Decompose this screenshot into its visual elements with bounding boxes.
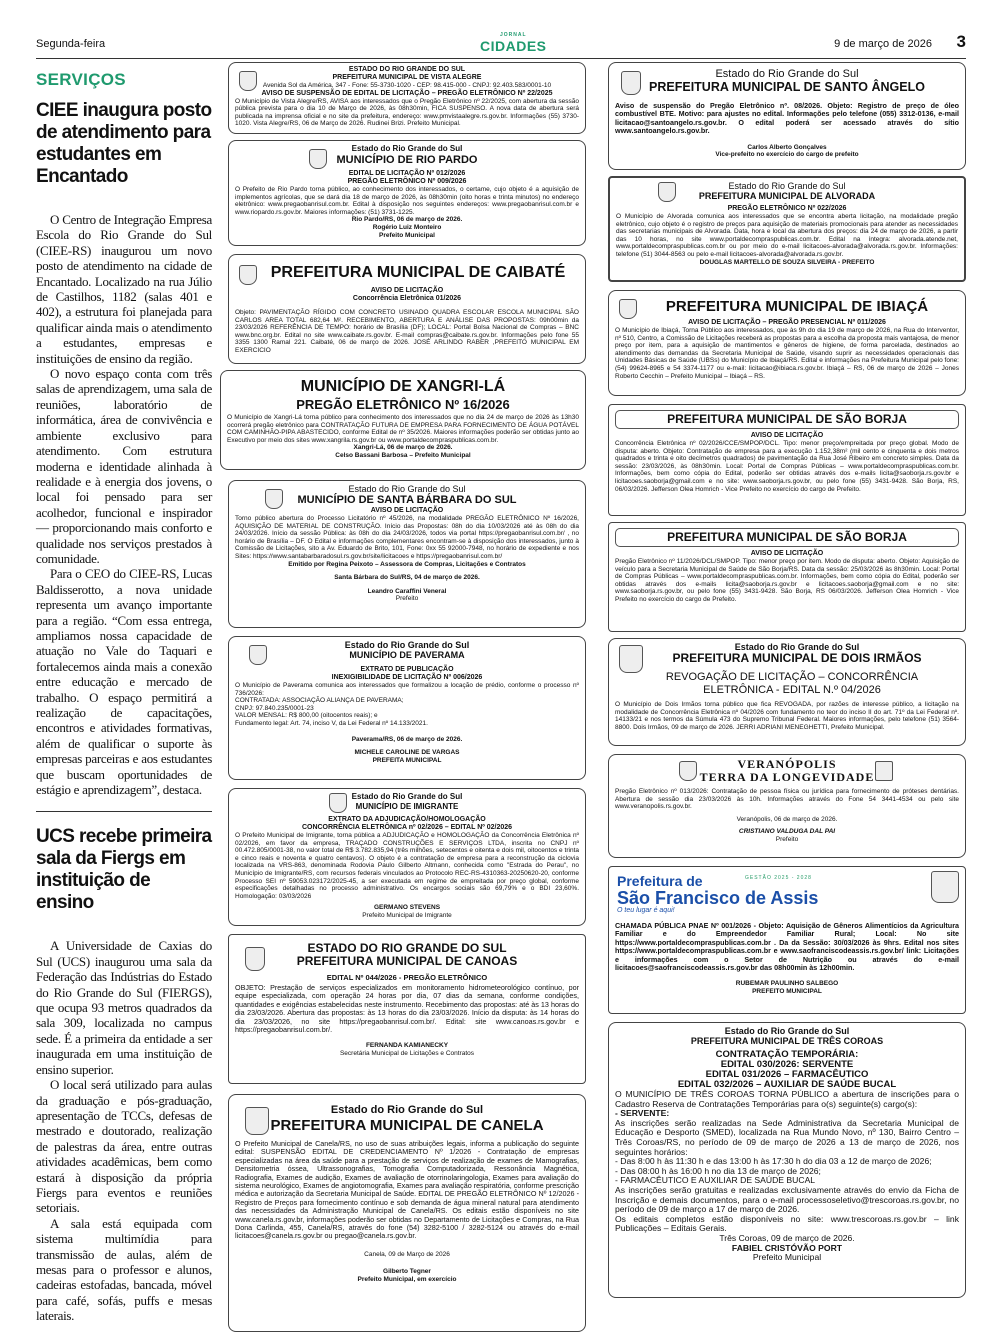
notice-header: ESTADO DO RIO GRANDE DO SUL	[348, 66, 466, 73]
notice-sign-name: FERNANDA KAMIANECKY	[365, 1042, 449, 1050]
notice-veranopolis	[608, 754, 966, 858]
notice-header: Estado do Rio Grande do Sul	[344, 640, 470, 650]
notice-heading-1: CONTRATAÇÃO TEMPORÁRIA:	[715, 1049, 859, 1060]
section-kicker: SERVIÇOS	[36, 70, 126, 89]
notice-address: Avenida Sol da América, 347 - Fone: 55-3730-1020 - CEP: 98.415-000 - CNPJ: 92.403.583/0001-10	[262, 82, 552, 89]
section-name: CIDADES	[480, 38, 547, 54]
notice-title: PREFEITURA MUNICIPAL DE CANOAS	[296, 954, 518, 968]
notice-body: Pregão Eletrônico nº 013/2026: Contratação de pessoa física ou jurídica para fornecimento de próteses dentárias. Abertura de sessão dia 23/03/2026 às 10h. Informações através do Fone 54 3441-4534 ou pelo site www.veranopolis.rs.gov.br.	[615, 788, 959, 811]
notice-sign-name: Carlos Alberto Gonçalves	[747, 143, 827, 151]
notice-santo-angelo	[608, 62, 966, 170]
notice-subtitle: AVISO DE LICITAÇÃO	[370, 287, 444, 294]
notice-sign-name: GERMANO STEVENS	[373, 904, 441, 912]
flag-icon	[875, 761, 893, 781]
notice-header: Estado do Rio Grande do Sul	[724, 1026, 850, 1036]
notice-subtitle: REVOGAÇÃO DE LICITAÇÃO – CONCORRÊNCIA ELETRÔNICA - EDITAL N.º 04/2026	[665, 671, 919, 696]
notice-sign-date: Canela, 09 de Março de 2026	[364, 1250, 450, 1258]
notice-title: MUNICÍPIO DE XANGRI-LÁ	[300, 378, 506, 395]
crest-icon	[239, 71, 257, 91]
notice-sign-date: Rio Pardo/RS, 06 de março de 2026.	[351, 216, 463, 224]
crest-icon	[265, 489, 283, 509]
notice-body: Aviso de suspensão do Pregão Eletrônico nº. 08/2026. Objeto: Registro de preço de óleo combustível BTE. Motivo: para ajustes no edital. Informações pelo telefone (055) 3312-0136, e-mail licitacao@santoangelo.rs.gov.br. O edital poderá ser acessado através do sítio www.santoangelo.rs.gov.br.	[615, 101, 959, 136]
header-day: Segunda-feira	[36, 38, 106, 50]
notice-heading-3: EDITAL 031/2026 – FARMACÊUTICO	[705, 1069, 869, 1080]
notice-subtitle: AVISO DE LICITAÇÃO	[750, 432, 824, 439]
notice-imigrante	[228, 788, 586, 926]
notice-body: O Município de Ibiaçá, Torna Público aos interessados, que às 9h do dia 19 de março de 2026, na Rua do Interventor, nº 510, Centro, a Comissão de Licitações receberá as propostas para a escolha da proposta mais vantajosa, de menor preço por item, para a aquisição de mantimentos e gêneros de higiene, de forma parcelada, destinados ao atendimento das demandas da Secretaria Municipal de Saúde, visando suprir as necessidades operacionais das Unidades Básicas de Saúde (UBSs) do Município de Ibiaçá/RS. Edital e informações na Prefeitura Municipal pelo fone: (54) 99624-8965 e 54 3374-1177 ou e-mail: licitacao@ibiaca.rs.gov.br. Ibiaçá – RS, 06 de março de 2026 – Jones Roberto Cecchin – Prefeito Municipal – Ibiaçá – RS.	[615, 327, 959, 380]
notice-header: Estado do Rio Grande do Sul	[728, 181, 846, 191]
notice-subtitle: PREGÃO ELETRÔNICO Nº 16/2026	[296, 397, 510, 412]
notice-sign-name: Rogério Luiz Monteiro	[372, 223, 442, 231]
crest-icon	[621, 71, 641, 95]
notice-subtitle-2: INEXIGIBILIDADE DE LICITAÇÃO Nº 006/2026	[331, 674, 483, 681]
logo-gestao: GESTÃO 2025 - 2028	[745, 875, 812, 881]
notice-sign-name: Celso Bassani Barbosa – Prefeito Municipal	[335, 451, 471, 459]
notice-title: PREFEITURA MUNICIPAL DE TRÊS COROAS	[690, 1036, 884, 1046]
article1-p3: Para o CEO do CIEE-RS, Lucas Baldisserotto, a nova unidade representa um avanço importante para a região. “Com essa entrega, ampliamos nossa capacidade de atuação no Vale do Taquari e fortalecemos ainda mais a conexão entre educação e mercado de trabalho. O espaço permitirá a realização de capacitações, encontros e atividades formativas, além de qualificar o suporte às empresas parceiras e aos estudantes que buscam oportunidades de estágio e aprendizagem”, destaca.	[36, 566, 212, 798]
notice-body: Concorrência Eletrônica nº 02/2026/CCE/SMPOP/DCL. Tipo: menor preço/empreitada por preço global. Modo de disputa: aberto. Objeto: Contratação de empresa para a execução 1.152,38m² (mil cento e cinquenta e dois metros quadrados e trinta e oito decímetros quadrados) de pavimentação da Rua José Ribeiro em concreto simples. Data da sessão: 23/03/2026, às 08h30min. Local: Portal de Compras Públicas – www.portaldecompraspublicas.com.br. Informações, bem como cópia do Edital, poderão ser obtidas através dos e-mails licita@saoborja.rs.gov.br e licitacoes.saoborja@gmail.com e no site: www.saoborja.rs.gov.br, ou pelo fone (55) 3431-9428. São Borja, RS, 06/03/2026. Jefferson Olea Homrich - Vice Prefeito no exercício do cargo de Prefeito.	[615, 440, 959, 493]
notice-sign-role: PREFEITO MUNICIPAL	[752, 988, 822, 996]
notice-body: Pregão Eletrônico nº 11/2026/DCL/SMPOP. Tipo: menor preço por item. Modo de disputa: aberto. Objeto: Aquisição de veículo para a Secretaria Municipal de Saúde de São Borja/RS. Data da sessão: 25/03/2026 às 8h30min. Local: Portal de Compras Públicas – www.portaldecompraspublicas.com.br. Informações, bem como cópia do Edital, poderão ser obtidas através dos e-mails licita@saoborja.rs.gov.br e licitacoes.saoborja@gmail.com e no site: www.saoborja.rs.gov.br, ou pelo fone (55) 3431-9428. São Borja, RS 06/03/2026. Jefferson Olea Homrich - Vice Prefeito no exercício do cargo de Prefeito.	[615, 558, 959, 603]
notice-body: O Município de Alvorada comunica aos interessados que se encontra aberta licitação, na modalidade pregão eletrônico, cujo objeto é o registro de preços para aquisição de materiais promocionais para atender as necessidades das secretarias municipais de Alvorada. Data, hora e local da abertura dos preços: dia 24 de março de 2026, a partir das 10 horas, no site www.portaldecompraspublicas.com.br. Edital na íntegra: alvorada.atende.net, www.portaldecompraspublicas.com.br ou por meio do e-mail licitacoes-alvorada@alvorada.rs.gov.br. Informações: telefone (51) 3044-8563 ou pelo e-mail licitacoes-alvorada@alvorada.rs.gov.br.	[616, 213, 958, 258]
notice-title: PREFEITURA MUNICIPAL DE CANELA	[270, 1117, 544, 1134]
article2-p3: A sala está equipada com sistema multimídia para transmissão de aulas, além de mesas para o professor e alunos, cadeiras estofadas, bancada, móvel para café, sofás, puffs e mesas laterais.	[36, 1215, 212, 1324]
notice-heading-4: EDITAL 032/2026 – AUXILIAR DE SAÚDE BUCAL	[677, 1079, 897, 1090]
crest-icon	[245, 1107, 269, 1135]
notice-sao-borja-2	[608, 522, 966, 632]
section-small: JORNAL	[499, 32, 527, 38]
logo-slogan: O teu lugar é aqui!	[617, 907, 675, 914]
notice-title: PREFEITURA MUNICIPAL DE ALVORADA	[698, 191, 876, 201]
notice-sign-role: Prefeito Municipal, em exercício	[357, 1276, 457, 1284]
notice-title: MUNICÍPIO DE RIO PARDO	[336, 154, 478, 166]
crest-icon	[931, 871, 959, 903]
divider	[36, 811, 212, 812]
notice-sign-name: CRISTIANO VALDUGA DAL PAI	[738, 828, 836, 836]
notice-contractor: CONTRATADA: ASSOCIAÇÃO ALIANÇA DE PAVERAMA;	[235, 697, 404, 705]
article2-body	[36, 938, 212, 1323]
notice-sign-role: Prefeito	[775, 835, 799, 843]
notice-sign-name: FABIEL CRISTÓVÃO PORT	[731, 1242, 843, 1253]
notice-sign-date: Três Coroas, 09 de março de 2026.	[719, 1232, 855, 1243]
notice-subtitle: EXTRATO DA ADJUDICAÇÃO/HOMOLOGAÇÃO	[328, 816, 486, 823]
notice-body-6: - FARMACÊUTICO E AUXILIAR DE SAÚDE BUCAL	[615, 1175, 816, 1186]
crest-icon	[309, 149, 327, 169]
notice-body: O Município de Vista Alegre/RS, AVISA aos interessados que o Pregão Eletrônico nº 22/2025, com abertura da sessão pública prevista para o dia 10 de Março de 2026, às 08h30min, FICA SUSPENSO. A nova data de abertura será publicada na imprensa oficial e no site da prefeitura, endereço: www.pmvistaalegre.rs.gov.br. Informações (55) 3730-1020. Vista Alegre/RS, 06 de Março de 2026. Rudinei Brizi. Prefeito Municipal.	[235, 97, 579, 128]
notice-subtitle-2: CONCORRÊNCIA ELETRÔNICA nº 02/2026 – EDITAL Nº 02/2026	[301, 824, 513, 831]
page-header	[36, 34, 966, 59]
notice-body-3: As inscrições serão realizadas na Sede Administrativa da Secretaria Municipal de Educação e Desporto (SMED), localizada na Rua Mundo Novo, nº 130, Bairro Centro – Três Coroas/RS, no período de 09 de março de 2026 a 13 de março de 2026, nos seguintes horários:	[615, 1117, 959, 1157]
logo-line1: Prefeitura de	[617, 873, 703, 889]
notice-sign-role: Prefeito Municipal	[379, 231, 435, 239]
crest-icon	[245, 947, 265, 971]
notice-subtitle: AVISO DE LICITAÇÃO	[370, 507, 444, 514]
notice-subtitle: EXTRATO DE PUBLICAÇÃO	[360, 666, 454, 673]
article2-title: UCS recebe primeira sala da Fiergs em instituição de ensino	[36, 826, 212, 914]
notice-sign-role: Prefeito	[395, 595, 419, 603]
notice-body-4: - Das 8:00 h às 11:30 h e das 13:00 h às 17:30 h do dia 03 a 12 de março de 2026;	[615, 1156, 932, 1167]
notice-sao-borja-1	[608, 404, 966, 516]
notice-body-1: O MUNICÍPIO DE TRÊS COROAS TORNA PÚBLICO a abertura de inscrições para o Cadastro Reserva de Contratações Temporárias para o(s) seguinte(s) cargo(s):	[615, 1089, 959, 1109]
notice-dois-irmaos	[608, 638, 966, 746]
notice-subtitle: AVISO DE SUSPENSÃO DE EDITAL DE LICITAÇÃO – PREGÃO ELETRÔNICO Nº 22/2025	[261, 89, 553, 97]
notice-body: O Município de Paverama comunica aos interessados que formalizou a locação de prédio, conforme o processo nº 736/2026:	[235, 682, 579, 697]
notice-body-8: Os editais completos estão disponíveis no site: www.trescoroas.rs.gov.br – link Publicações – Editais Gerais.	[615, 1213, 959, 1234]
notice-sign-date: Veranópolis, 06 de março de 2026.	[736, 815, 838, 823]
notice-subtitle-2: Concorrência Eletrônica 01/2026	[352, 295, 462, 302]
notice-title: PREFEITURA MUNICIPAL DE SÃO BORJA	[667, 412, 907, 426]
notice-body: O Prefeito Municipal de Canela/RS, no uso de suas atribuições legais, informa a publicação do seguinte edital: SUSPENSÃO EDITAL DE CREDENCIAMENTO Nº 1/2026 - Contratação de empresas especializadas na área da saúde para a prestação de serviços de realização de exames de Mamografias, Densitometria óssea, Ultrassonografias, Tomografia Computadorizada, Ressonância Magnética, Radiografia, Exames de audição, Exames de avaliação de otorrinolaringologia, Exames para avaliação do sistema neurológico, Exames de angiotomografia, Exames para avaliação respiratória, conforme prescrição médica e autorização da Secretaria Municipal de Saúde. EDITAL DE PREGÃO ELETRÔNICO Nº 12/2026 - Registro de Preços para fornecimento contínuo e sob demanda de água mineral natural para atendimento das necessidades da Administração Municipal de Canela/RS. Os editais estão disponíveis no site www.canela.rs.gov.br, informações poderão ser obtidas no Departamento de Licitações e Compras, na Rua Dona Carlinda, 455, Canela/RS, através do fone (54) 3282-5100 / 3282-5124 ou através do e-mail licitacoes@canela.rs.gov.br ou pregao@canela.rs.gov.br.	[235, 1139, 579, 1241]
notice-title: MUNICÍPIO DE IMIGRANTE	[355, 802, 459, 811]
notice-header: Estado do Rio Grande do Sul	[348, 484, 466, 494]
notice-sign-name: Gilberto Tegner	[383, 1268, 431, 1276]
notice-sign-role: PREFEITA MUNICIPAL	[372, 756, 442, 764]
notice-tres-coroas	[608, 1022, 966, 1298]
notice-sign-name: RUBEMAR PAULINHO SALBEGO	[735, 980, 839, 988]
notice-title-box	[615, 528, 959, 547]
notice-canela	[228, 1094, 586, 1332]
notice-subtitle: AVISO DE LICITAÇÃO – PREGÃO PRESENCIAL Nº 011/2026	[688, 319, 886, 326]
notice-sign-date: Xangri-Lá, 06 de março de 2026.	[353, 444, 453, 452]
article2-p1: A Universidade de Caxias do Sul (UCS) inaugurou uma sala da Federação das Indústrias do Estado do Rio Grande do Sul (FIERGS), que ocupa 93 metros quadrados da sala 309, localizada no campus sede. É a primeira da entidade a ser inaugurada em uma instituição de ensino superior.	[36, 938, 212, 1077]
notice-title: VERANÓPOLIS	[737, 757, 837, 771]
article1-title: CIEE inaugura posto de atendimento para estudantes em Encantado	[36, 100, 212, 187]
notice-heading-2: EDITAL 030/2026: SERVENTE	[720, 1059, 854, 1070]
notice-xangri-la	[220, 370, 586, 470]
notice-title-box	[615, 410, 959, 429]
notice-ibiaca	[608, 290, 966, 396]
page-number: 3	[956, 32, 966, 51]
notice-sign-name: MICHELE CAROLINE DE VARGAS	[354, 749, 460, 757]
notice-body-5: - Das 08:00 h às 16:00 h no dia 13 de março de 2026;	[615, 1165, 821, 1176]
notice-santa-barbara	[228, 480, 586, 628]
notice-title: PREFEITURA MUNICIPAL DE CAIBATÉ	[270, 264, 566, 281]
notice-canoas	[228, 934, 586, 1084]
notice-title: PREFEITURA MUNICIPAL DE SANTO ÂNGELO	[649, 80, 925, 94]
notice-legal: Fundamento legal: Art. 74, inciso V, da Lei Federal nº 14.133/2021.	[235, 719, 428, 727]
notice-sign-role: Secretária Municipal de Licitações e Contratos	[339, 1050, 475, 1058]
notice-body: CHAMADA PÚBLICA PNAE Nº 001/2026 - Objeto: Aquisição de Gêneros Alimentícios da Agricultura Familiar e do Empreendedor Familiar Rural; Local: No site https://www.portaldecompraspublicas.com.br . Da da Sessão: 30/03/2026 às 9hrs. Edital nos sites https://www.portaldecompraspublicas.com.br e www.saofranciscodeassis.rs.gov.br/ link: Licitações e informações com o Setor de Nutrição ou através do e-mail licitacoes@saofranciscodeassis.rs.gov.br das 08h00min às 12h00min.	[615, 921, 959, 973]
left-column	[36, 70, 212, 1324]
crest-icon	[329, 793, 347, 813]
notice-title: PREFEITURA MUNICIPAL DE IBIAÇÁ	[665, 298, 929, 315]
notice-subtitle: TERRA DA LONGEVIDADE	[699, 770, 875, 784]
notice-body: O Município de Xangri-Lá torna público para conhecimento dos interessados que no dia 24 de março de 2026 às 13h30 ocorrerá pregão eletrônico para CONTRATAÇÃO FUTURA DE EMPRESA PARA FORNECIMENTO DE ÁGUA POTÁVEL COM CAMINHÃO-PIPA ABASTECIDO, conforme Edital de nº 35/2026. Maiores informações poderão ser obtidas junto ao Executivo por meio dos sites www.xangrila.rs.gov.br ou www.portaldecompraspublicas.com.br.	[227, 414, 579, 444]
crest-icon	[249, 645, 267, 665]
notice-subtitle-2: PREGÃO ELETRÔNICO Nº 009/2026	[347, 178, 467, 185]
notice-caibate	[228, 254, 586, 364]
notice-header: Estado do Rio Grande do Sul	[351, 144, 463, 153]
notice-header: ESTADO DO RIO GRANDE DO SUL	[307, 941, 507, 955]
notice-subtitle: PREGÃO ELETRÔNICO Nº 022/2026	[727, 205, 847, 212]
notice-subtitle: AVISO DE LICITAÇÃO	[750, 550, 824, 557]
notice-header: Estado do Rio Grande do Sul	[351, 792, 463, 801]
notice-body: O Prefeito Municipal de Imigrante, torna pública a ADJUDICAÇÃO e HOMOLOGAÇÃO da Concorrência Eletrônica nº 02/2026, em favor da empresa, TRAÇADO CONSTRUÇÕES E SERVIÇOS LTDA, inscrita no CNPJ nº 00.472.805/0001-38, no valor total de R$ 3.782.835,94 (três milhões, setecentos e oitenta e dois mil, oitocentos e trinta e cinco reais e noventa e quatro centavos). O objeto é a contratação de empresa para a reconstrução da ciclovia localizada na VRS-863, denominada Rodovia Paulo Gilberto Altmann, conhecida como "Estrada do Perau", no Município de Imigrante/RS, com recursos federais vinculados ao Protocolo REC-RS-4310363-20250620-20, conforme Processo SEI nº 59053.023172/2025-45, a ser executada em regime de empreitada por preço global, conforme especificações detalhadas no processo administrativo. Os encargos sociais são 69,79% e o BDI 23,60%. Homologação: 03/03/2026	[235, 832, 579, 900]
notice-body: O Município de Dois Irmãos torna público que fica REVOGADA, por razões de interesse público, a licitação na modalidade de Concorrência Eletrônica nº 04/2026 com fundamento no teor do inciso II do art. 71º da Lei Federal nº. 14133/21 e nos termos da Súmula 473 do Supremo Tribunal Federal. Maiores informações, pelo telefone (51) 3564-8800. Dois Irmãos, 09 de março de 2026. JERRI ADRIANI MENEGHETTI, Prefeito Municipal.	[615, 701, 959, 731]
article1-p1: O Centro de Integração Empresa Escola do Rio Grande do Sul (CIEE-RS) inaugurou um novo posto de atendimento na cidade de Encantado. Localizado na rua Júlio de Castilhos, 1182 (salas 401 e 402), a estrutura foi planejada para qualificar ainda mais o atendimento a estudantes, empresas e instituições de ensino da região.	[36, 212, 212, 366]
notice-body: O Prefeito de Rio Pardo torna público, ao conhecimento dos interessados, o certame, cujo objeto é a aquisição de implementos agrícolas, que se dará dia 18 de março de 2026, às 08h30min (oito horas e trinta minutos) no endereço eletrônico: www.pregaobanrisul.com.br. Edital à disposição nos seguintes endereços: www.pregaobanrisul.com.br e www.riopardo.rs.gov.br. Maiores informações: (51) 3731-1225.	[235, 186, 579, 216]
article1-p2: O novo espaço conta com três salas de aprendizagem, uma sala de reuniões, laboratório de informática, área de convivência e ambiente exclusivo para atendimento. Com estrutura moderna e identidade alinhada à realidade e à energia dos jovens, o local foi pensado para ser acolhedor, funcional e inspirador — proporcionando mais conforto e qualidade nos serviços prestados à comunidade.	[36, 366, 212, 566]
notice-title: MUNICÍPIO DE PAVERAMA	[349, 650, 465, 660]
crest-icon	[658, 182, 676, 202]
notice-sign-date: Paverama/RS, 06 de março de 2026.	[351, 735, 463, 743]
notice-title: PREFEITURA MUNICIPAL DE DOIS IRMÃOS	[672, 651, 922, 665]
notice-subtitle: EDITAL DE LICITAÇÃO Nº 012/2026	[348, 170, 466, 177]
notice-title: PREFEITURA MUNICIPAL DE VISTA ALEGRE	[332, 74, 482, 81]
notice-sign-name: Leandro Caraffini Veneral	[367, 587, 447, 595]
notice-alvorada	[608, 176, 966, 282]
crest-icon	[619, 645, 643, 673]
crest-icon	[679, 761, 697, 781]
notice-subtitle: EDITAL Nº 044/2026 - PREGÃO ELETRÔNICO	[326, 973, 488, 982]
notice-header: Estado do Rio Grande do Sul	[734, 642, 860, 652]
notice-body-2: - SERVENTE:	[615, 1108, 670, 1119]
notice-header: Estado do Rio Grande do Sul	[330, 1104, 484, 1116]
notice-issuer: Emitido por Regina Peixoto – Assessora de Compras, Licitações e Contratos	[288, 560, 526, 568]
header-date: 9 de março de 2026	[834, 38, 932, 50]
article1-body	[36, 212, 212, 797]
notice-sign-role: Prefeito Municipal de Imigrante	[362, 911, 452, 919]
sfa-logo	[617, 873, 827, 914]
notice-body: OBJETO: Prestação de serviços especializados em monitoramento hidrometeorológico contínuo, por equipe especializada, com operação 24 horas por dia, 07 dias da semana, conforme condições, quantidades e exigências estabelecidas neste instrumento. Recebimento das propostas: até às 13 horas do dia 23/03/2026. Abertura das propostas: às 13 horas do dia 23/03/2026. Início da disputa: às 14 horas do dia 23/03/2026, no site https://pregaobanrisul.com.br/. Edital: site www.canoas.rs.gov.br e https://pregaobanrisul.com.br/.	[235, 983, 579, 1035]
crest-icon	[239, 265, 257, 285]
notice-body: Torno público abertura do Processo Licitatório nº 45/2026, na modalidade PREGÃO ELETRÔNICO Nº 16/2026, AQUISIÇÃO DE MATERIAL DE CONSTRUÇÃO. Início das Propostas: 08h do dia 10/03/2026 até às 08h do dia 24/03/2026. Início da sessão Pública: às 08h do dia 24/03/2026, todos via portal https://pregaobanrisul.com.br/ , no horário de Brasília – DF. O Edital e informações complementares encontram-se à disposição dos interessados, junto à Comissão de Licitações, sito a Av. Eduardo de Brito, 101, Fone: 0xx 55 92000-7948, no horário de expediente e nos Sites: https://www.santabarbaradosul.rs.gov.br/site/licitacoes e https://pregaobanrisul.com.br/	[235, 515, 579, 560]
notice-header: Estado do Rio Grande do Sul	[715, 68, 859, 80]
notice-value: VALOR MENSAL: R$ 800,00 (oitocentos reais); e	[235, 712, 378, 720]
notice-cnpj: CNPJ: 97.840.235/0001-23	[235, 704, 314, 712]
logo-line2: São Francisco de Assis	[617, 888, 819, 908]
notice-sign-role: Prefeito Municipal	[752, 1252, 822, 1263]
article2-p2: O local será utilizado para aulas da graduação e pós-graduação, apresentação de TCCs, defesas de mestrado e doutorado, realização de palestras da área, entre outras atividades acadêmicas, bem como estará à disposição da própria Fiergs para eventos e reuniões setoriais.	[36, 1077, 212, 1216]
crest-icon	[619, 299, 637, 319]
notice-paverama	[228, 636, 586, 780]
notice-sign-role: Vice-prefeito no exercício do cargo de prefeito	[715, 151, 859, 159]
notice-body-7: As inscrições serão gratuitas e realizadas exclusivamente através do envio da Ficha de Inscrição e demais documentos, para o e-mail processoseletivo@trescoroas.rs.gov.br, no período de 09 de março a 17 de março de 2026.	[615, 1184, 959, 1215]
notice-sign-name: DOUGLAS MARTELLO DE SOUZA SILVEIRA - PREFEITO	[699, 258, 875, 266]
notice-body: Objeto: PAVIMENTAÇÃO RÍGIDO COM CONCRETO USINADO QUADRA ESCOLAR ESCOLA MUNICIPAL SÃO CARLOS AREA TOTAL 682,64 M². RECEBIMENTO, ABERTURA E ANÁLISE DAS PROPOSTAS: 09h00min da 23/03/2026 REFERÊNCIA DE TEMPO: horário de Brasília (DF); LOCAL: Portal Bolsa Nacional de Compras – BNC www.bnc.org.br. Edital no site www.caibate.rs.gov.br. E-mail compras@caibate.rs.gov.br. Informações pelo fone 55 3355 1300 Ramal 221. Caibaté, 06 de março de 2026. JOSÉ ARLINDO RABER ,PREFEITO MUNICIPAL EM EXERCICIO	[235, 309, 579, 354]
notice-title: PREFEITURA MUNICIPAL DE SÃO BORJA	[667, 530, 907, 544]
notice-title: MUNICÍPIO DE SANTA BÁRBARA DO SUL	[297, 494, 517, 506]
notice-rio-pardo	[228, 140, 586, 246]
notice-sao-francisco-assis	[608, 866, 966, 1014]
notice-vista-alegre	[228, 62, 586, 134]
section-logo	[480, 32, 547, 54]
notice-sign-date: Santa Bárbara do Sul/RS, 04 de março de 2026.	[334, 574, 480, 582]
